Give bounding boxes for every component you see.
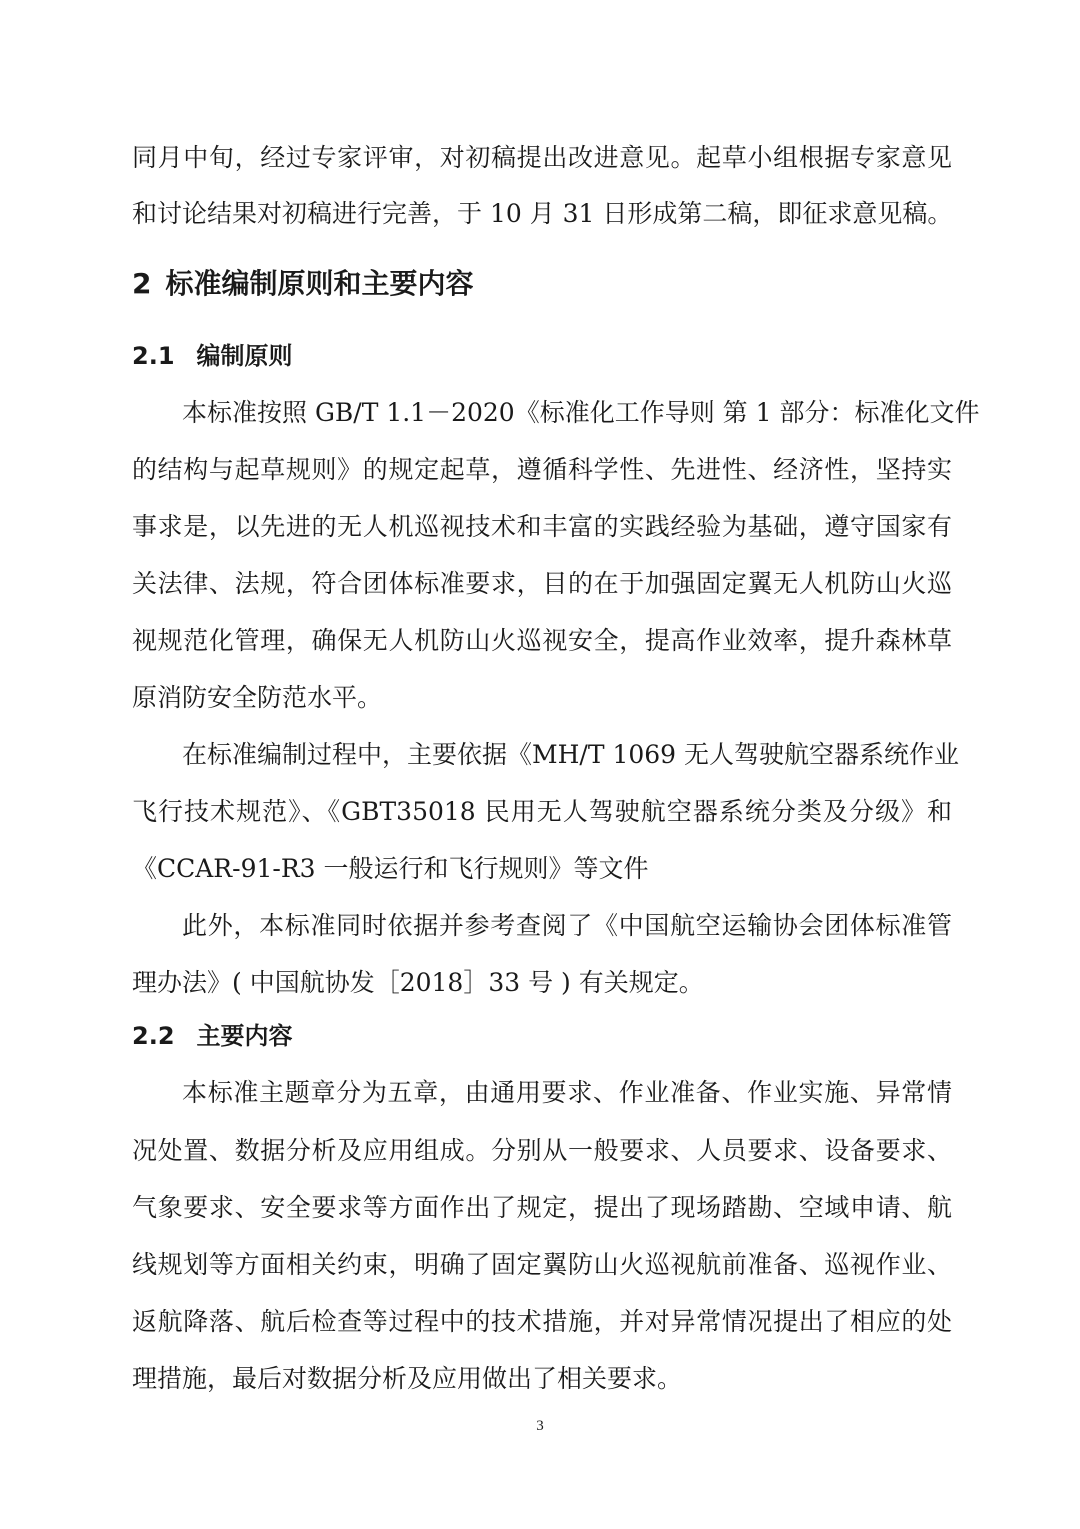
text-line: 同月中旬，经过专家评审，对初稿提出改进意见。起草小组根据专家意见 xyxy=(132,143,952,172)
text-line: 理办法》( 中国航协发［2018］33 号 ) 有关规定。 xyxy=(132,968,704,997)
text-line: 此外，本标准同时依据并参考查阅了《中国航空运输协会团体标准管 xyxy=(182,911,952,940)
text-line: 和讨论结果对初稿进行完善，于 10 月 31 日形成第二稿，即征求意见稿。 xyxy=(132,199,953,228)
section-heading xyxy=(132,265,474,303)
text-line: 在标准编制过程中，主要依据《MH/T 1069 无人驾驶航空器系统作业 xyxy=(182,740,960,769)
subsection-number: 2.1 xyxy=(132,342,175,370)
subsection-heading xyxy=(132,339,293,373)
text-line: 气象要求、安全要求等方面作出了规定，提出了现场踏勘、空域申请、航 xyxy=(132,1193,952,1222)
text-line: 返航降落、航后检查等过程中的技术措施，并对异常情况提出了相应的处 xyxy=(132,1307,952,1336)
subsection-number: 2.2 xyxy=(132,1022,175,1050)
subsection-heading xyxy=(132,1019,293,1053)
subsection-title: 编制原则 xyxy=(196,342,293,370)
section-number: 2 xyxy=(132,267,152,300)
page-number: 3 xyxy=(536,1418,544,1434)
section-title: 标准编制原则和主要内容 xyxy=(165,267,474,300)
text-line: 线规划等方面相关约束，明确了固定翼防山火巡视航前准备、巡视作业、 xyxy=(132,1250,952,1279)
text-line: 本标准主题章分为五章，由通用要求、作业准备、作业实施、异常情 xyxy=(182,1078,952,1107)
text-line: 事求是，以先进的无人机巡视技术和丰富的实践经验为基础，遵守国家有 xyxy=(132,512,952,541)
text-line: 关法律、法规，符合团体标准要求，目的在于加强固定翼无人机防山火巡 xyxy=(132,569,952,598)
text-line: 视规范化管理，确保无人机防山火巡视安全，提高作业效率，提升森林草 xyxy=(132,626,952,655)
subsection-title: 主要内容 xyxy=(196,1022,293,1050)
text-line: 原消防安全防范水平。 xyxy=(132,683,383,712)
text-line: 《CCAR-91-R3 一般运行和飞行规则》等文件 xyxy=(132,854,649,883)
text-line: 况处置、数据分析及应用组成。分别从一般要求、人员要求、设备要求、 xyxy=(132,1136,952,1165)
text-line: 理措施，最后对数据分析及应用做出了相关要求。 xyxy=(132,1364,683,1393)
text-line: 的结构与起草规则》的规定起草，遵循科学性、先进性、经济性，坚持实 xyxy=(132,455,952,484)
text-line: 本标准按照 GB/T 1.1－2020《标准化工作导则 第 1 部分：标准化文件 xyxy=(182,398,980,427)
text-line: 飞行技术规范》、《GBT35018 民用无人驾驶航空器系统分类及分级》和 xyxy=(132,797,952,826)
